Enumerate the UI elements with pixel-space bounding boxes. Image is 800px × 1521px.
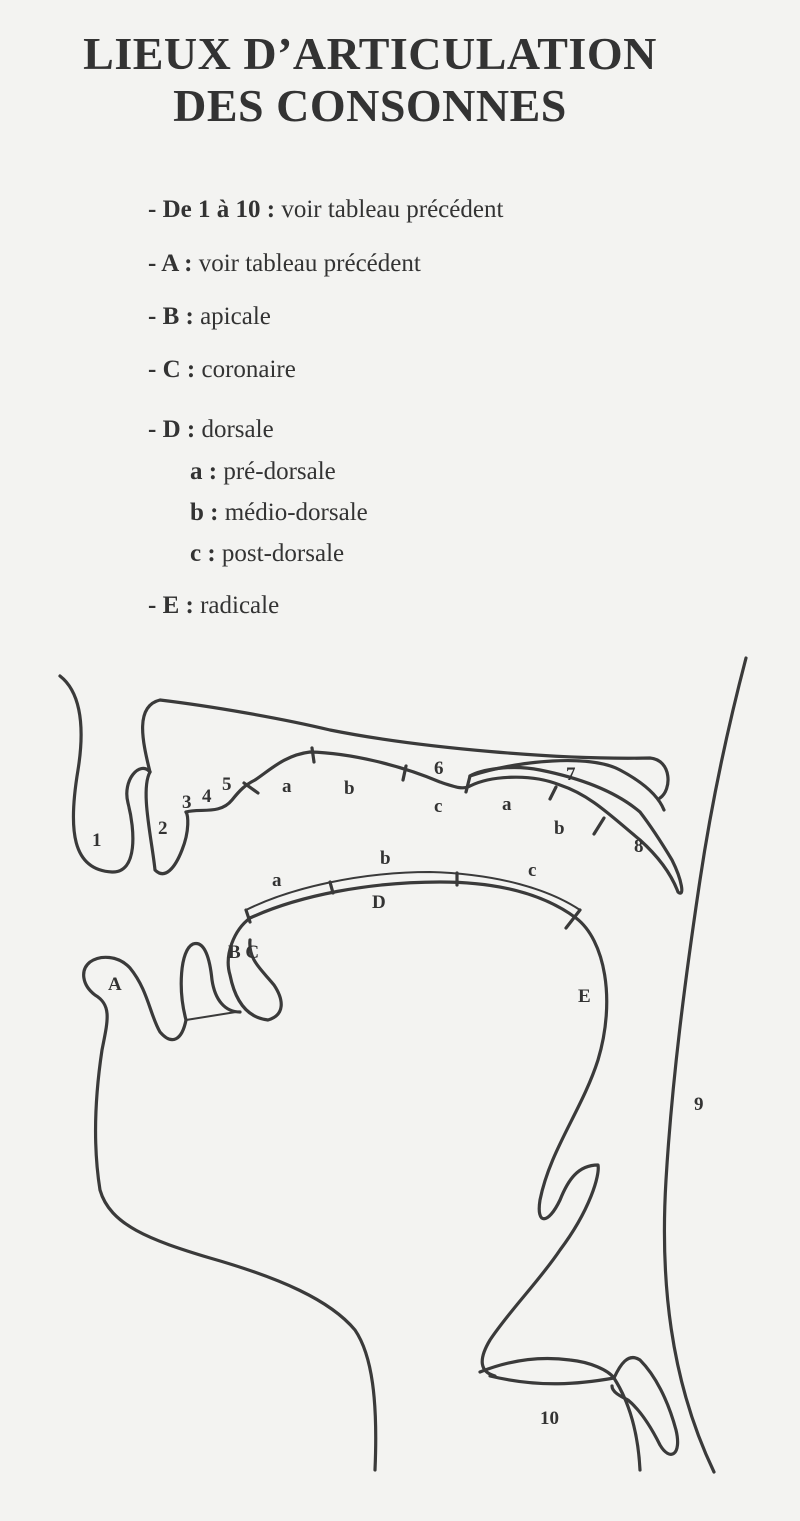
label-9: 9 xyxy=(694,1094,704,1115)
label-tongue-a: a xyxy=(272,870,282,891)
lower-lip xyxy=(84,957,376,1470)
tongue-surface xyxy=(250,882,607,1376)
pharynx-wall xyxy=(664,658,746,1472)
label-tongue-c: c xyxy=(528,860,537,881)
label-A: A xyxy=(108,974,122,995)
label-velum-b: b xyxy=(554,818,565,839)
upper-lip xyxy=(60,676,150,872)
legend-item-a: - A : voir tableau précédent xyxy=(148,250,421,277)
legend-item-c: - C : coronaire xyxy=(148,356,296,383)
legend-item-b: - B : apicale xyxy=(148,303,271,330)
label-6: 6 xyxy=(434,758,444,779)
label-8: 8 xyxy=(634,836,644,857)
label-palate-a: a xyxy=(282,776,292,797)
tongue-tip xyxy=(228,918,281,1020)
tick-palate-1 xyxy=(312,748,314,762)
tick-alveolar xyxy=(244,783,258,793)
label-10: 10 xyxy=(540,1408,559,1429)
tick-velum-1 xyxy=(550,787,556,799)
label-4: 4 xyxy=(202,786,212,807)
lower-incisor-base xyxy=(186,1012,236,1020)
title-line-1: LIEUX D’ARTICULATION xyxy=(83,28,657,79)
vocal-fold xyxy=(480,1358,678,1455)
legend-item-e: - E : radicale xyxy=(148,592,280,619)
label-palate-b: b xyxy=(344,778,355,799)
legend-item-d: - D : dorsale xyxy=(148,416,274,443)
label-BC: B C xyxy=(228,942,260,963)
tick-palate-3 xyxy=(466,776,470,792)
label-E: E xyxy=(578,986,591,1007)
label-5: 5 xyxy=(222,774,232,795)
legend-subitem-b: b : médio-dorsale xyxy=(190,499,368,526)
legend-item-1-10: - De 1 à 10 : voir tableau précédent xyxy=(148,196,504,223)
legend-subitem-a: a : pré-dorsale xyxy=(190,458,336,485)
trachea-front xyxy=(614,1378,640,1470)
label-velum-a: a xyxy=(502,794,512,815)
label-2: 2 xyxy=(158,818,168,839)
tick-velum-2 xyxy=(594,818,604,834)
label-D: D xyxy=(372,892,386,913)
label-tongue-b: b xyxy=(380,848,391,869)
title-line-2: DES CONSONNES xyxy=(173,80,567,131)
legend-subitem-c: c : post-dorsale xyxy=(190,540,345,567)
label-7: 7 xyxy=(566,764,576,785)
label-1: 1 xyxy=(92,830,102,851)
epiglottis xyxy=(490,1376,614,1384)
label-palate-c: c xyxy=(434,796,443,817)
label-3: 3 xyxy=(182,792,192,813)
